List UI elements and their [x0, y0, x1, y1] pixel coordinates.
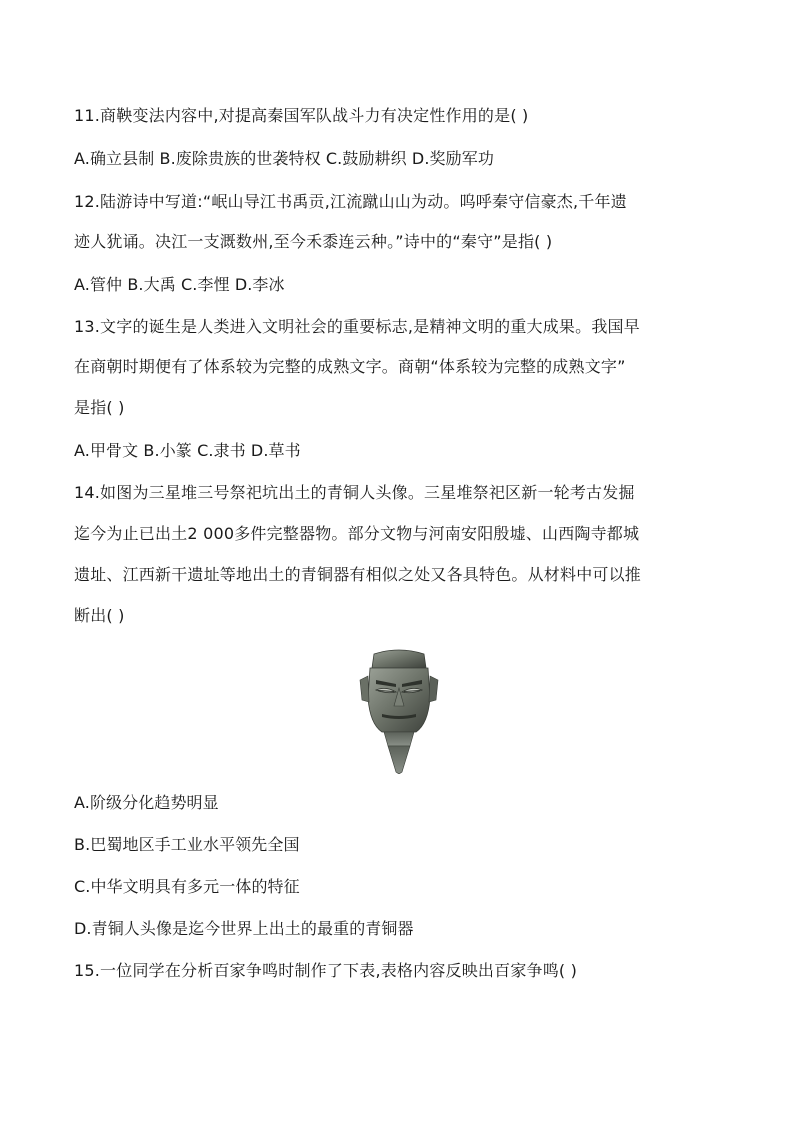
q12-stem-line-2: 迹人犹诵。决江一支溉数州,至今禾黍连云种。”诗中的“秦守”是指( )	[74, 232, 553, 251]
q12-options: A.管仲 B.大禹 C.李悝 D.李冰	[74, 275, 285, 294]
q11-stem: 11.商鞅变法内容中,对提高秦国军队战斗力有决定性作用的是( )	[74, 106, 529, 125]
q14-stem-line-2: 迄今为止已出土2 000多件完整器物。部分文物与河南安阳殷墟、山西陶寺都城	[74, 524, 640, 543]
q14-stem-line-1: 14.如图为三星堆三号祭祀坑出土的青铜人头像。三星堆祭祀区新一轮考古发掘	[74, 483, 635, 502]
q13-options: A.甲骨文 B.小篆 C.隶书 D.草书	[74, 441, 301, 460]
q14-option-b: B.巴蜀地区手工业水平领先全国	[74, 835, 300, 854]
bronze-head-illustration	[356, 646, 442, 774]
q13-stem-line-2: 在商朝时期便有了体系较为完整的成熟文字。商朝“体系较为完整的成熟文字”	[74, 357, 626, 376]
q14-stem-line-4: 断出( )	[74, 606, 125, 625]
q14-option-a: A.阶级分化趋势明显	[74, 793, 219, 812]
q13-stem-line-3: 是指( )	[74, 398, 125, 417]
q13-stem-line-1: 13.文字的诞生是人类进入文明社会的重要标志,是精神文明的重大成果。我国早	[74, 317, 640, 336]
q12-stem-line-1: 12.陆游诗中写道:“岷山导江书禹贡,江流蹴山山为动。呜呼秦守信豪杰,千年遗	[74, 192, 627, 211]
q14-option-d: D.青铜人头像是迄今世界上出土的最重的青铜器	[74, 919, 414, 938]
q11-options: A.确立县制 B.废除贵族的世袭特权 C.鼓励耕织 D.奖励军功	[74, 149, 494, 168]
q15-stem: 15.一位同学在分析百家争鸣时制作了下表,表格内容反映出百家争鸣( )	[74, 961, 578, 980]
q14-option-c: C.中华文明具有多元一体的特征	[74, 877, 300, 896]
q14-stem-line-3: 遗址、江西新干遗址等地出土的青铜器有相似之处又各具特色。从材料中可以推	[74, 565, 642, 584]
bronze-head-image	[356, 646, 442, 774]
